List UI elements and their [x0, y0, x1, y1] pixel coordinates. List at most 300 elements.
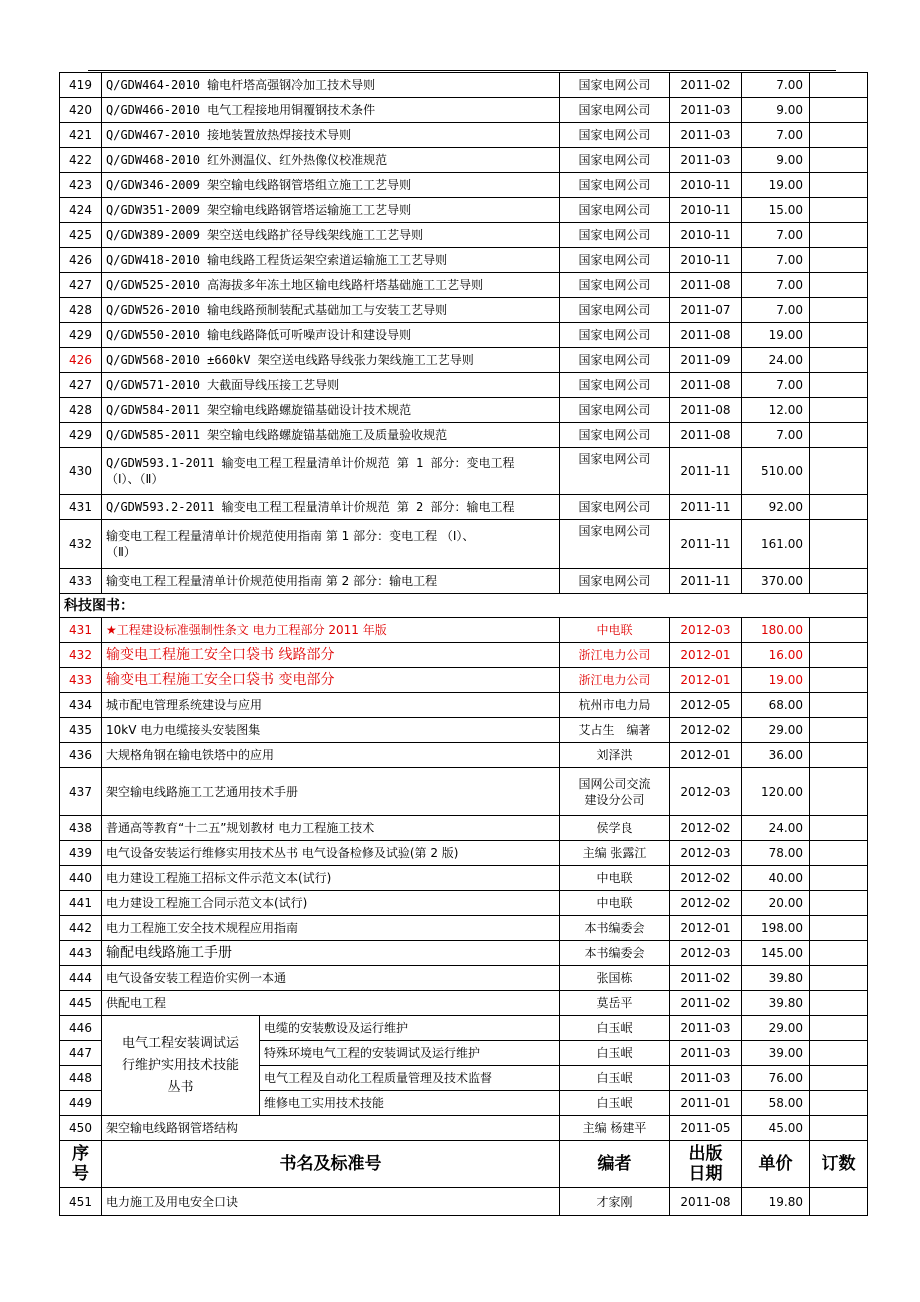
row-number: 428 — [60, 398, 102, 423]
row-number: 429 — [60, 323, 102, 348]
unit-price: 36.00 — [742, 743, 810, 768]
publisher: 艾占生 编著 — [560, 718, 670, 743]
line-2: （Ⅱ） — [106, 545, 136, 559]
row-number: 420 — [60, 98, 102, 123]
row-number: 441 — [60, 891, 102, 916]
order-quantity-cell[interactable] — [810, 768, 868, 816]
publish-date: 2010-11 — [670, 198, 742, 223]
order-quantity-cell[interactable] — [810, 123, 868, 148]
table-row — [60, 248, 868, 273]
publisher: 才家刚 — [560, 1188, 670, 1216]
table-row — [60, 569, 868, 594]
row-number: 432 — [60, 520, 102, 569]
table-row — [60, 718, 868, 743]
publisher: 国家电网公司 — [560, 423, 670, 448]
publish-date: 2012-01 — [670, 916, 742, 941]
table-row — [60, 298, 868, 323]
unit-price: 92.00 — [742, 495, 810, 520]
book-title — [102, 520, 560, 569]
publish-date: 2011-11 — [670, 448, 742, 495]
publish-date: 2011-03 — [670, 1041, 742, 1066]
publisher: 国家电网公司 — [560, 298, 670, 323]
header-number — [60, 1141, 102, 1188]
publish-date: 2012-02 — [670, 816, 742, 841]
section-label: 科技图书： — [60, 594, 868, 618]
table-row — [60, 448, 868, 495]
book-title: 架空输电线路施工工艺通用技术手册 — [102, 768, 560, 816]
table-row — [60, 348, 868, 373]
series-label-line-3: 丛书 — [167, 1079, 194, 1095]
row-number: 433 — [60, 569, 102, 594]
publisher: 中电联 — [560, 891, 670, 916]
order-quantity-cell[interactable] — [810, 891, 868, 916]
unit-price: 510.00 — [742, 448, 810, 495]
publisher: 国家电网公司 — [560, 520, 670, 569]
row-number: 446 — [60, 1016, 102, 1041]
unit-price: 180.00 — [742, 618, 810, 643]
book-title: Q/GDW468-2010 红外测温仪、红外热像仪校准规范 — [102, 148, 560, 173]
table-row — [60, 373, 868, 398]
unit-price: 39.80 — [742, 966, 810, 991]
row-number: 449 — [60, 1091, 102, 1116]
table-row — [60, 618, 868, 643]
order-quantity-cell[interactable] — [810, 668, 868, 693]
book-title: 供配电工程 — [102, 991, 560, 1016]
row-number: 435 — [60, 718, 102, 743]
book-title: 10kV 电力电缆接头安装图集 — [102, 718, 560, 743]
order-quantity-cell[interactable] — [810, 743, 868, 768]
order-quantity-cell[interactable] — [810, 373, 868, 398]
publish-date: 2012-05 — [670, 693, 742, 718]
order-quantity-cell[interactable] — [810, 991, 868, 1016]
book-title: 电力工程施工安全技术规程应用指南 — [102, 916, 560, 941]
unit-price: 7.00 — [742, 298, 810, 323]
publish-date: 2011-11 — [670, 495, 742, 520]
publish-date: 2011-08 — [670, 398, 742, 423]
column-header-row — [60, 1141, 868, 1188]
publish-date: 2012-01 — [670, 668, 742, 693]
row-number: 429 — [60, 423, 102, 448]
unit-price: 40.00 — [742, 866, 810, 891]
unit-price: 7.00 — [742, 223, 810, 248]
publish-date: 2011-08 — [670, 423, 742, 448]
publisher: 国家电网公司 — [560, 173, 670, 198]
publisher: 国家电网公司 — [560, 98, 670, 123]
unit-price: 76.00 — [742, 1066, 810, 1091]
book-title: Q/GDW525-2010 高海拔多年冻土地区输电线路杆塔基础施工工艺导则 — [102, 273, 560, 298]
publisher: 白玉岷 — [560, 1016, 670, 1041]
order-quantity-cell[interactable] — [810, 495, 868, 520]
unit-price: 24.00 — [742, 348, 810, 373]
unit-price: 7.00 — [742, 73, 810, 98]
publisher: 浙江电力公司 — [560, 643, 670, 668]
order-quantity-cell[interactable] — [810, 1066, 868, 1091]
book-title: 城市配电管理系统建设与应用 — [102, 693, 560, 718]
unit-price: 19.00 — [742, 323, 810, 348]
order-quantity-cell[interactable] — [810, 448, 868, 495]
book-title: 普通高等教育“十二五”规划教材 电力工程施工技术 — [102, 816, 560, 841]
order-quantity-cell[interactable] — [810, 916, 868, 941]
row-number: 443 — [60, 941, 102, 966]
order-quantity-cell[interactable] — [810, 173, 868, 198]
unit-price: 161.00 — [742, 520, 810, 569]
unit-price: 58.00 — [742, 1091, 810, 1116]
table-row — [60, 198, 868, 223]
publish-date: 2011-08 — [670, 1188, 742, 1216]
publish-date: 2012-03 — [670, 941, 742, 966]
row-number: 419 — [60, 73, 102, 98]
book-catalog-table — [59, 72, 868, 1216]
row-number: 421 — [60, 123, 102, 148]
table-row — [60, 73, 868, 98]
book-title: ★工程建设标准强制性条文 电力工程部分 2011 年版 — [102, 618, 560, 643]
publisher: 国家电网公司 — [560, 223, 670, 248]
order-quantity-cell[interactable] — [810, 1188, 868, 1216]
row-number: 437 — [60, 768, 102, 816]
table-row — [60, 916, 868, 941]
row-number: 444 — [60, 966, 102, 991]
order-quantity-cell[interactable] — [810, 866, 868, 891]
book-title: 输变电工程施工安全口袋书 线路部分 — [102, 643, 560, 668]
row-number: 439 — [60, 841, 102, 866]
line-2: 建设分公司 — [584, 792, 645, 807]
row-number: 440 — [60, 866, 102, 891]
publisher: 国家电网公司 — [560, 348, 670, 373]
publisher: 国家电网公司 — [560, 323, 670, 348]
publish-date: 2011-03 — [670, 123, 742, 148]
table-row — [60, 866, 868, 891]
book-title: Q/GDW464-2010 输电杆塔高强钢冷加工技术导则 — [102, 73, 560, 98]
unit-price: 29.00 — [742, 1016, 810, 1041]
order-quantity-cell[interactable] — [810, 223, 868, 248]
publisher: 刘泽洪 — [560, 743, 670, 768]
order-quantity-cell[interactable] — [810, 643, 868, 668]
order-quantity-cell[interactable] — [810, 1041, 868, 1066]
publish-date: 2012-03 — [670, 841, 742, 866]
unit-price: 20.00 — [742, 891, 810, 916]
row-number: 430 — [60, 448, 102, 495]
order-quantity-cell[interactable] — [810, 941, 868, 966]
book-title: Q/GDW568-2010 ±660kV 架空送电线路导线张力架线施工工艺导则 — [102, 348, 560, 373]
publisher: 中电联 — [560, 618, 670, 643]
order-quantity-cell[interactable] — [810, 618, 868, 643]
row-number: 426 — [60, 248, 102, 273]
book-title: 架空输电线路钢管塔结构 — [102, 1116, 560, 1141]
line-1: 序 — [72, 1144, 89, 1164]
line-1: 国网公司交流 — [578, 776, 651, 791]
row-number: 450 — [60, 1116, 102, 1141]
publish-date: 2011-02 — [670, 73, 742, 98]
order-quantity-cell[interactable] — [810, 966, 868, 991]
publish-date: 2011-03 — [670, 1066, 742, 1091]
table-row — [60, 148, 868, 173]
unit-price: 19.00 — [742, 173, 810, 198]
publish-date: 2011-03 — [670, 1016, 742, 1041]
row-number: 451 — [60, 1188, 102, 1216]
publisher: 侯学良 — [560, 816, 670, 841]
book-title: Q/GDW389-2009 架空送电线路扩径导线架线施工工艺导则 — [102, 223, 560, 248]
order-quantity-cell[interactable] — [810, 248, 868, 273]
book-title: 电力施工及用电安全口诀 — [102, 1188, 560, 1216]
order-quantity-cell[interactable] — [810, 398, 868, 423]
unit-price: 9.00 — [742, 98, 810, 123]
book-title: Q/GDW585-2011 架空输电线路螺旋锚基础施工及质量验收规范 — [102, 423, 560, 448]
unit-price: 45.00 — [742, 1116, 810, 1141]
publisher: 国家电网公司 — [560, 248, 670, 273]
publish-date: 2011-07 — [670, 298, 742, 323]
book-title: Q/GDW418-2010 输电线路工程货运架空索道运输施工工艺导则 — [102, 248, 560, 273]
publisher: 主编 杨建平 — [560, 1116, 670, 1141]
row-number: 442 — [60, 916, 102, 941]
row-number: 434 — [60, 693, 102, 718]
publish-date: 2012-03 — [670, 618, 742, 643]
row-number: 445 — [60, 991, 102, 1016]
book-title: 输变电工程施工安全口袋书 变电部分 — [102, 668, 560, 693]
table-row — [60, 693, 868, 718]
order-quantity-cell[interactable] — [810, 348, 868, 373]
book-title: Q/GDW346-2009 架空输电线路钢管塔组立施工工艺导则 — [102, 173, 560, 198]
book-title: Q/GDW466-2010 电气工程接地用铜覆钢技术条件 — [102, 98, 560, 123]
line-1: 输变电工程工程量清单计价规范使用指南 第 1 部分：变电工程 （Ⅰ）、 — [106, 529, 475, 543]
book-title: Q/GDW526-2010 输电线路预制装配式基础加工与安装工艺导则 — [102, 298, 560, 323]
book-title: 大规格角钢在输电铁塔中的应用 — [102, 743, 560, 768]
row-number: 433 — [60, 668, 102, 693]
table-row — [60, 520, 868, 569]
publish-date: 2011-03 — [670, 98, 742, 123]
row-number: 423 — [60, 173, 102, 198]
publisher: 本书编委会 — [560, 916, 670, 941]
publisher — [560, 768, 670, 816]
row-number: 447 — [60, 1041, 102, 1066]
order-quantity-cell[interactable] — [810, 693, 868, 718]
publish-date: 2011-11 — [670, 520, 742, 569]
row-number: 448 — [60, 1066, 102, 1091]
row-number: 428 — [60, 298, 102, 323]
publish-date: 2011-03 — [670, 148, 742, 173]
unit-price: 120.00 — [742, 768, 810, 816]
publish-date: 2011-11 — [670, 569, 742, 594]
publish-date: 2011-05 — [670, 1116, 742, 1141]
order-quantity-cell[interactable] — [810, 273, 868, 298]
order-quantity-cell[interactable] — [810, 1016, 868, 1041]
order-quantity-cell[interactable] — [810, 423, 868, 448]
publish-date: 2012-03 — [670, 768, 742, 816]
row-number: 431 — [60, 495, 102, 520]
publisher: 国家电网公司 — [560, 273, 670, 298]
line-2: 日期 — [688, 1164, 723, 1184]
publish-date: 2012-02 — [670, 718, 742, 743]
row-number: 424 — [60, 198, 102, 223]
publisher: 本书编委会 — [560, 941, 670, 966]
table-row — [60, 991, 868, 1016]
order-quantity-cell[interactable] — [810, 323, 868, 348]
table-row — [60, 966, 868, 991]
line-2: （Ⅰ）、（Ⅱ） — [106, 472, 164, 486]
line-1: Q/GDW593.1-2011 输变电工程工程量清单计价规范 第 1 部分：变电工程 — [106, 456, 515, 470]
unit-price: 7.00 — [742, 123, 810, 148]
book-title: 输变电工程工程量清单计价规范使用指南 第 2 部分：输电工程 — [102, 569, 560, 594]
publish-date: 2012-01 — [670, 643, 742, 668]
book-title: Q/GDW593.2-2011 输变电工程工程量清单计价规范 第 2 部分：输电工程 — [102, 495, 560, 520]
publish-date: 2012-02 — [670, 891, 742, 916]
table-row — [60, 1116, 868, 1141]
unit-price: 19.00 — [742, 668, 810, 693]
book-title: 特殊环境电气工程的安装调试及运行维护 — [260, 1041, 560, 1066]
publisher: 莫岳平 — [560, 991, 670, 1016]
publish-date: 2011-08 — [670, 323, 742, 348]
table-row — [60, 1188, 868, 1216]
unit-price: 15.00 — [742, 198, 810, 223]
unit-price: 9.00 — [742, 148, 810, 173]
header-date — [670, 1141, 742, 1188]
publish-date: 2010-11 — [670, 248, 742, 273]
header-title: 书名及标准号 — [102, 1141, 560, 1188]
table-row — [60, 98, 868, 123]
row-number: 431 — [60, 618, 102, 643]
publisher: 中电联 — [560, 866, 670, 891]
order-quantity-cell[interactable] — [810, 198, 868, 223]
table-row — [60, 223, 868, 248]
table-row — [60, 1016, 868, 1041]
table-row — [60, 941, 868, 966]
line-2: 号 — [72, 1164, 89, 1184]
unit-price: 39.80 — [742, 991, 810, 1016]
publish-date: 2011-02 — [670, 966, 742, 991]
row-number: 438 — [60, 816, 102, 841]
publisher: 国家电网公司 — [560, 198, 670, 223]
table-row — [60, 668, 868, 693]
header-publisher: 编者 — [560, 1141, 670, 1188]
book-title: 电气设备安装运行维修实用技术丛书 电气设备检修及试验(第 2 版) — [102, 841, 560, 866]
unit-price: 68.00 — [742, 693, 810, 718]
book-title: Q/GDW584-2011 架空输电线路螺旋锚基础设计技术规范 — [102, 398, 560, 423]
top-rule — [88, 70, 836, 71]
order-quantity-cell[interactable] — [810, 73, 868, 98]
unit-price: 7.00 — [742, 423, 810, 448]
order-quantity-cell[interactable] — [810, 520, 868, 569]
unit-price: 145.00 — [742, 941, 810, 966]
book-title: Q/GDW351-2009 架空输电线路钢管塔运输施工工艺导则 — [102, 198, 560, 223]
order-quantity-cell[interactable] — [810, 1091, 868, 1116]
unit-price: 7.00 — [742, 273, 810, 298]
publisher: 国家电网公司 — [560, 123, 670, 148]
publisher: 白玉岷 — [560, 1091, 670, 1116]
publisher: 杭州市电力局 — [560, 693, 670, 718]
publish-date: 2012-01 — [670, 743, 742, 768]
publisher: 国家电网公司 — [560, 398, 670, 423]
table-row — [60, 495, 868, 520]
publish-date: 2011-08 — [670, 373, 742, 398]
unit-price: 29.00 — [742, 718, 810, 743]
series-label-line-2: 行维护实用技术技能 — [121, 1057, 239, 1073]
row-number: 427 — [60, 273, 102, 298]
publish-date: 2010-11 — [670, 223, 742, 248]
table-row — [60, 816, 868, 841]
book-title: Q/GDW571-2010 大截面导线压接工艺导则 — [102, 373, 560, 398]
row-number: 425 — [60, 223, 102, 248]
publisher: 张国栋 — [560, 966, 670, 991]
table-row — [60, 768, 868, 816]
book-title: 电力建设工程施工合同示范文本(试行) — [102, 891, 560, 916]
unit-price: 198.00 — [742, 916, 810, 941]
table-row — [60, 123, 868, 148]
header-order: 订数 — [810, 1141, 868, 1188]
order-quantity-cell[interactable] — [810, 816, 868, 841]
book-title: 输配电线路施工手册 — [102, 941, 560, 966]
row-number: 422 — [60, 148, 102, 173]
book-title — [102, 448, 560, 495]
row-number: 426 — [60, 348, 102, 373]
publisher: 国家电网公司 — [560, 448, 670, 495]
book-title: Q/GDW467-2010 接地装置放热焊接技术导则 — [102, 123, 560, 148]
book-title: 电气工程及自动化工程质量管理及技术监督 — [260, 1066, 560, 1091]
row-number: 427 — [60, 373, 102, 398]
book-title: 维修电工实用技术技能 — [260, 1091, 560, 1116]
publisher: 白玉岷 — [560, 1066, 670, 1091]
publisher: 国家电网公司 — [560, 73, 670, 98]
unit-price: 7.00 — [742, 373, 810, 398]
publish-date: 2012-02 — [670, 866, 742, 891]
publish-date: 2011-09 — [670, 348, 742, 373]
unit-price: 19.80 — [742, 1188, 810, 1216]
order-quantity-cell[interactable] — [810, 298, 868, 323]
table-row — [60, 173, 868, 198]
publisher: 国家电网公司 — [560, 495, 670, 520]
header-price: 单价 — [742, 1141, 810, 1188]
series-label-line-1: 电气工程安装调试运 — [121, 1035, 239, 1051]
table-row — [60, 643, 868, 668]
publish-date: 2010-11 — [670, 173, 742, 198]
order-quantity-cell[interactable] — [810, 569, 868, 594]
line-1: 出版 — [688, 1144, 723, 1164]
unit-price: 24.00 — [742, 816, 810, 841]
book-title: 电缆的安装敷设及运行维护 — [260, 1016, 560, 1041]
table-row — [60, 841, 868, 866]
order-quantity-cell[interactable] — [810, 148, 868, 173]
order-quantity-cell[interactable] — [810, 1116, 868, 1141]
row-number: 432 — [60, 643, 102, 668]
table-row — [60, 273, 868, 298]
order-quantity-cell[interactable] — [810, 98, 868, 123]
unit-price: 12.00 — [742, 398, 810, 423]
unit-price: 78.00 — [742, 841, 810, 866]
row-number: 436 — [60, 743, 102, 768]
publisher: 主编 张露江 — [560, 841, 670, 866]
unit-price: 39.00 — [742, 1041, 810, 1066]
publisher: 国家电网公司 — [560, 148, 670, 173]
publisher: 浙江电力公司 — [560, 668, 670, 693]
publisher: 国家电网公司 — [560, 373, 670, 398]
book-title: 电气设备安装工程造价实例一本通 — [102, 966, 560, 991]
order-quantity-cell[interactable] — [810, 841, 868, 866]
table-row — [60, 323, 868, 348]
section-row — [60, 594, 868, 618]
unit-price: 16.00 — [742, 643, 810, 668]
unit-price: 7.00 — [742, 248, 810, 273]
series-label — [102, 1016, 260, 1116]
publisher: 国家电网公司 — [560, 569, 670, 594]
unit-price: 370.00 — [742, 569, 810, 594]
order-quantity-cell[interactable] — [810, 718, 868, 743]
table-row — [60, 743, 868, 768]
table-row — [60, 891, 868, 916]
book-title: 电力建设工程施工招标文件示范文本(试行) — [102, 866, 560, 891]
book-title: Q/GDW550-2010 输电线路降低可听噪声设计和建设导则 — [102, 323, 560, 348]
table-row — [60, 398, 868, 423]
publish-date: 2011-08 — [670, 273, 742, 298]
publisher: 白玉岷 — [560, 1041, 670, 1066]
publish-date: 2011-01 — [670, 1091, 742, 1116]
